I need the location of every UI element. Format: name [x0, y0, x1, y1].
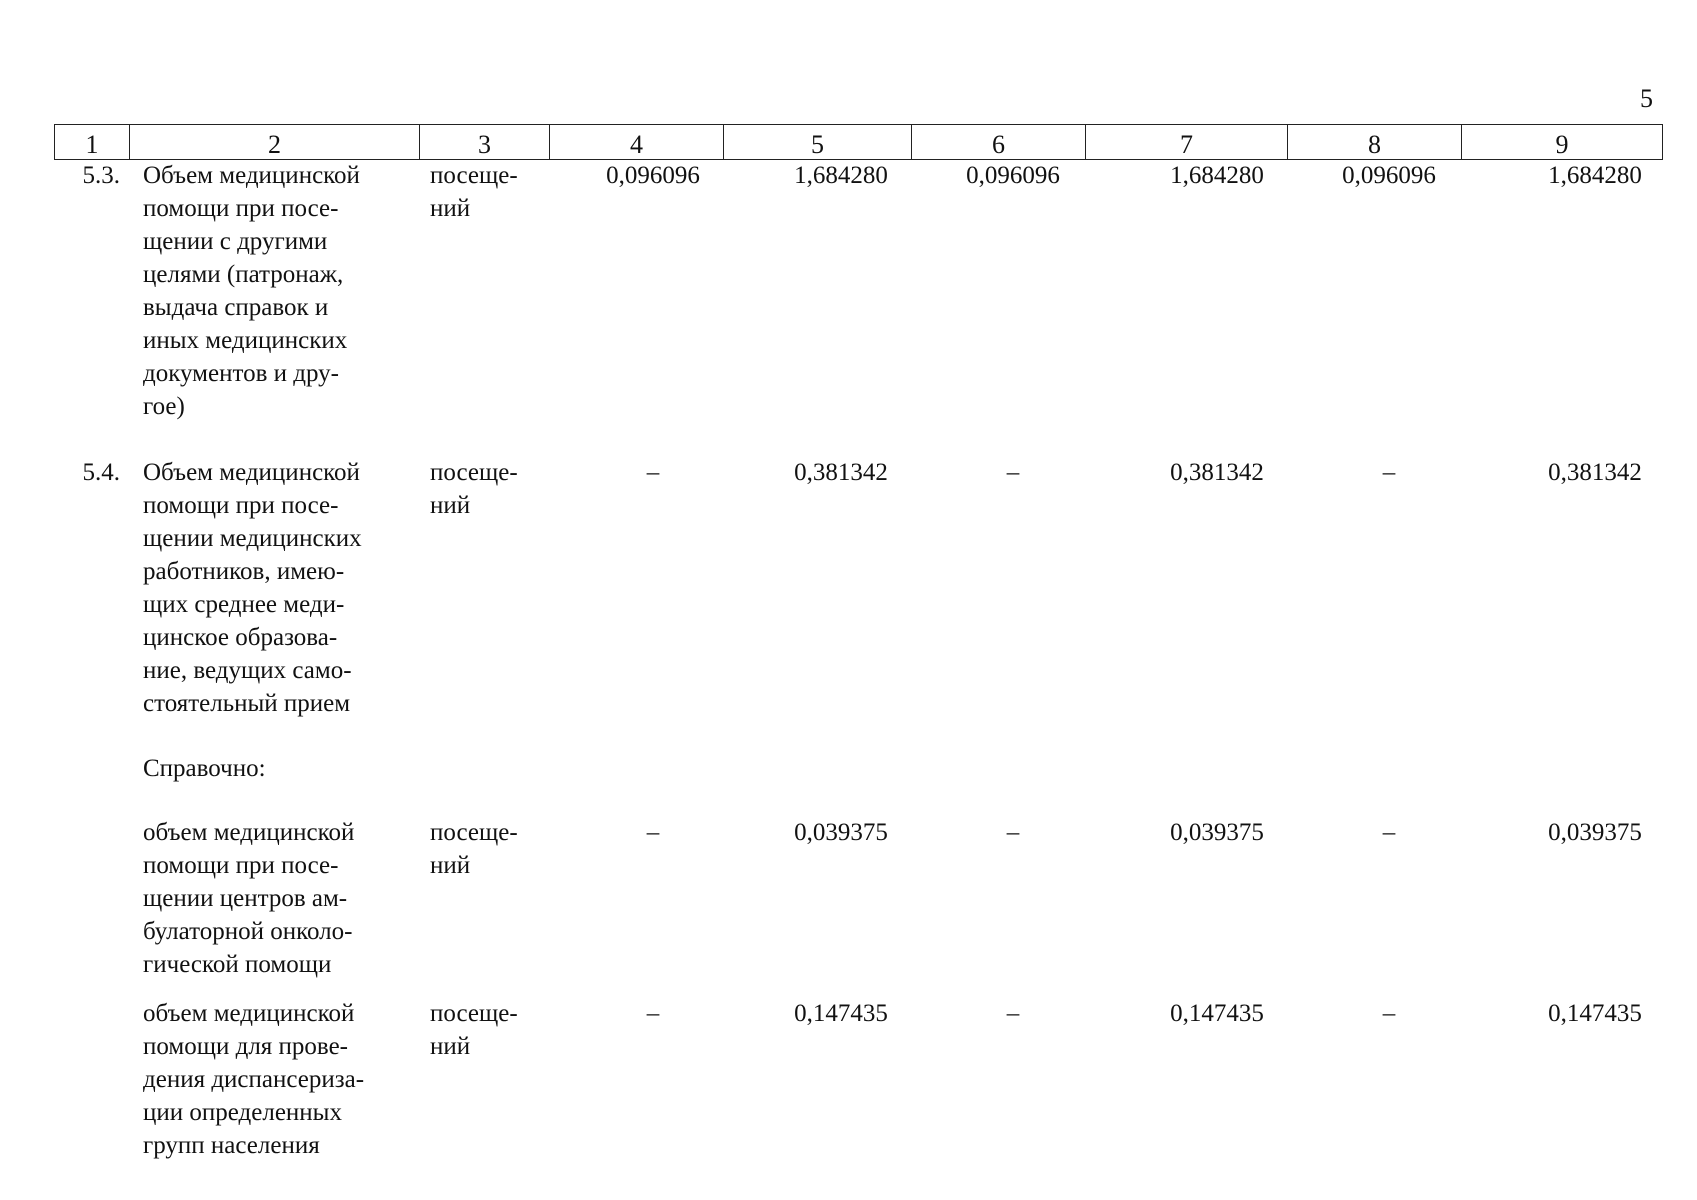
description-line: объем медицинской	[143, 819, 355, 846]
row-description	[143, 997, 405, 1162]
value-col-5: 0,039375	[794, 819, 888, 846]
value-col-7: 0,381342	[1170, 459, 1264, 486]
value-col-6: –	[1006, 1000, 1020, 1027]
column-header-1: 1	[55, 125, 130, 160]
value-col-5: 0,381342	[794, 459, 888, 486]
row-description	[143, 816, 405, 981]
value-col-9: 1,684280	[1548, 162, 1642, 189]
description-line: Объем медицинской	[143, 162, 360, 189]
value-col-8: 0,096096	[1342, 162, 1436, 189]
description-line: групп населения	[143, 1132, 320, 1159]
value-col-4: –	[646, 819, 660, 846]
value-col-4: –	[646, 459, 660, 486]
value-col-6: 0,096096	[966, 162, 1060, 189]
value-col-7: 0,147435	[1170, 1000, 1264, 1027]
column-header-8: 8	[1288, 125, 1462, 160]
description-line: щих среднее меди-	[143, 591, 345, 618]
description-line: ние, ведущих само-	[143, 657, 352, 684]
description-line: гической помощи	[143, 951, 332, 978]
value-col-9: 0,147435	[1548, 1000, 1642, 1027]
description-line: объем медицинской	[143, 1000, 355, 1027]
value-col-4: 0,096096	[606, 162, 700, 189]
unit-line: ний	[430, 492, 471, 519]
description-line: цинское образова-	[143, 624, 338, 651]
value-col-7: 1,684280	[1170, 162, 1264, 189]
value-col-9: 0,039375	[1548, 819, 1642, 846]
value-col-5: 1,684280	[794, 162, 888, 189]
description-line: работников, имею-	[143, 558, 345, 585]
reference-heading	[143, 752, 405, 785]
description-line: Справочно:	[143, 755, 266, 782]
column-header-2: 2	[130, 125, 420, 160]
value-col-7: 0,039375	[1170, 819, 1264, 846]
row-number: 5.4.	[82, 459, 120, 486]
value-col-8: –	[1382, 1000, 1396, 1027]
description-line: стоятельный прием	[143, 690, 351, 717]
description-line: гое)	[143, 393, 185, 420]
column-header-row	[55, 125, 1663, 160]
description-line: целями (патронаж,	[143, 261, 344, 288]
description-line: щении центров ам-	[143, 885, 348, 912]
column-header-5: 5	[724, 125, 912, 160]
value-col-4: –	[646, 1000, 660, 1027]
unit-line: посеще-	[430, 162, 518, 189]
unit-line: посеще-	[430, 459, 518, 486]
description-line: документов и дру-	[143, 360, 339, 387]
row-description	[143, 159, 405, 423]
description-line: щении с другими	[143, 228, 328, 255]
value-col-6: –	[1006, 819, 1020, 846]
description-line: помощи для прове-	[143, 1033, 349, 1060]
value-col-8: –	[1382, 459, 1396, 486]
description-line: булаторной онколо-	[143, 918, 353, 945]
row-description	[143, 456, 405, 720]
unit-line: посеще-	[430, 819, 518, 846]
description-line: помощи при посе-	[143, 492, 339, 519]
description-line: ции определенных	[143, 1099, 342, 1126]
value-col-5: 0,147435	[794, 1000, 888, 1027]
unit-line: посеще-	[430, 1000, 518, 1027]
column-header-6: 6	[912, 125, 1086, 160]
value-col-6: –	[1006, 459, 1020, 486]
unit-line: ний	[430, 1033, 471, 1060]
description-line: щении медицинских	[143, 525, 362, 552]
row-unit	[430, 456, 540, 522]
value-col-9: 0,381342	[1548, 459, 1642, 486]
unit-line: ний	[430, 852, 471, 879]
column-header-table	[54, 124, 1663, 160]
row-unit	[430, 816, 540, 882]
description-line: дения диспансериза-	[143, 1066, 365, 1093]
column-header-3: 3	[420, 125, 550, 160]
column-header-4: 4	[550, 125, 724, 160]
row-unit	[430, 159, 540, 225]
description-line: Объем медицинской	[143, 459, 360, 486]
row-unit	[430, 997, 540, 1063]
column-header-9: 9	[1462, 125, 1663, 160]
description-line: выдача справок и	[143, 294, 329, 321]
description-line: помощи при посе-	[143, 195, 339, 222]
row-number: 5.3.	[82, 162, 120, 189]
description-line: помощи при посе-	[143, 852, 339, 879]
description-line: иных медицинских	[143, 327, 348, 354]
value-col-8: –	[1382, 819, 1396, 846]
unit-line: ний	[430, 195, 471, 222]
page-number: 5	[1640, 84, 1653, 113]
column-header-7: 7	[1086, 125, 1288, 160]
